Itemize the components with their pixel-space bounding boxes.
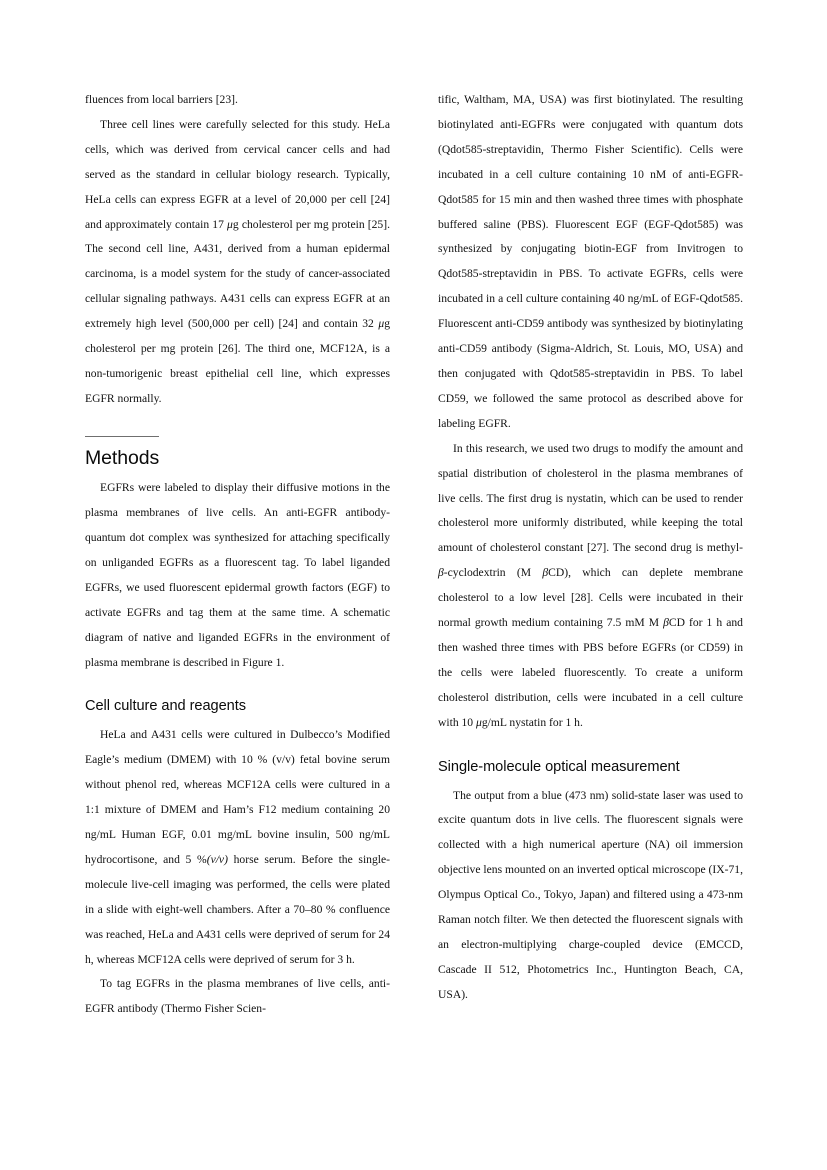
cell-culture-text-part-2: horse serum. Before the single-molecule live-cell imaging was performed, the cells were plated in a slide with eight-well chambers. After a 70–80 % confluence was reached, HeLa and A431 cells were deprived of serum for 24 h, whereas MCF12A cells were deprived of serum for 3 h.: [85, 852, 390, 966]
subsection-title-single-molecule: Single-molecule optical measurement: [438, 758, 680, 775]
left-column: [85, 88, 390, 1108]
beta-symbol-2: β: [542, 566, 549, 580]
paragraph-methods-intro: EGFRs were labeled to display their diffusive motions in the plasma membranes of live cells. An anti-EGFR antibody-quantum dot complex was synthesized for attaching specifically on unliganded EGFRs as a fluorescent tag. To label liganded EGFRs, we used fluorescent epidermal growth factors (EGF) to activate EGFRs and tag them at the same time. A schematic diagram of native and liganded EGFRs in the environment of plasma membrane is described in Figure 1.: [85, 481, 390, 669]
cell-culture-text-part-1: HeLa and A431 cells were cultured in Dulbecco’s Modified Eagle’s medium (DMEM) with 10 % (v/v) fetal bovine serum without phenol red, whereas MCF12A cells were cultured in a 1:1 mixture of DMEM and Ham’s F12 medium containing 20 ng/mL Human EGF, 0.01 mg/mL bovine insulin, 500 ng/mL hydrocortisone, and 5 %: [85, 728, 390, 866]
beta-symbol-1: β: [438, 566, 444, 580]
methods-section-header: [85, 436, 390, 470]
mu-symbol-1: μ: [227, 217, 233, 231]
two-column-layout: [85, 88, 743, 1108]
vv-italic: (v/v): [206, 852, 228, 866]
cell-lines-text-part-1: Three cell lines were carefully selected for this study. HeLa cells, which was derived from cervical cancer cells and had served as the standard in cellular biology research. Typically, HeLa cells can express EGFR at a level of 20,000 per cell [24] and approximately contain 17: [85, 117, 390, 231]
cell-lines-text-part-3: g cholesterol per mg protein [26]. The third one, MCF12A, is a non-tumorigenic breast epithelial cell line, which expresses EGFR normally.: [85, 317, 390, 405]
drugs-text-part-4: CD for 1 h and then washed three times with PBS before EGFRs (or CD59) in the cells were labeled fluorescently. To create a uniform cholesterol distribution, cells were incubated in a cell culture with 10: [438, 616, 743, 729]
beta-symbol-3: β: [663, 616, 669, 630]
paragraph-drugs: [438, 437, 743, 736]
drugs-text-part-1: In this research, we used two drugs to modify the amount and spatial distribution of cholesterol in the plasma membranes of live cells. The first drug is nystatin, which can be used to render cholesterol more uniformly distributed, while keeping the total amount of cholesterol constant [27]. The second drug is methyl-: [438, 441, 743, 555]
paragraph-cell-lines: [85, 113, 390, 412]
paragraph-optical-measurement: The output from a blue (473 nm) solid-state laser was used to excite quantum dots in live cells. The fluorescent signals were collected with a high numerical aperture (NA) oil immersion objective lens mounted on an inverted optical microscope (IX-71, Olympus Optical Co., Tokyo, Japan) and filtered using a 473-nm Raman notch filter. We then detected the fluorescent signals with an electron-multiplying charge-coupled device (EMCCD, Cascade II 512, Photometrics Inc., Huntington Beach, CA, USA).: [438, 788, 743, 1001]
section-divider-rule: [85, 436, 159, 437]
drugs-text-part-5: g/mL nystatin for 1 h.: [481, 715, 583, 729]
mu-symbol-2: μ: [378, 317, 385, 331]
paragraph-continued-barriers: fluences from local barriers [23].: [85, 93, 238, 106]
subsection-title-cell-culture: Cell culture and reagents: [85, 698, 246, 715]
right-column: [438, 88, 743, 1108]
section-title-methods: Methods: [85, 447, 160, 470]
paragraph-cell-culture: [85, 723, 390, 972]
paragraph-tag-egfrs: To tag EGFRs in the plasma membranes of live cells, anti-EGFR antibody (Thermo Fisher Scien-: [85, 977, 390, 1016]
drugs-text-part-2: -cyclodextrin (M: [443, 566, 543, 580]
drugs-text-part-3: CD), which can deplete membrane cholesterol to a low level [28]. Cells were incubated in their normal growth medium containing 7.5 mM M: [438, 566, 743, 630]
cell-lines-text-part-2: g cholesterol per mg protein [25]. The second cell line, A431, derived from a human epidermal carcinoma, is a model system for the study of cancer-associated cellular signaling pathways. A431 cells can express EGFR at an extremely high level (500,000 per cell) [24] and contain 32: [85, 217, 390, 331]
paragraph-biotinylation: tific, Waltham, MA, USA) was first biotinylated. The resulting biotinylated anti-EGFRs were conjugated with quantum dots (Qdot585-streptavidin, Thermo Fisher Scientific). Cells were incubated in a cell culture containing 10 nM of anti-EGFR-Qdot585 for 15 min and then washed three times with phosphate buffered saline (PBS). Fluorescent EGF (EGF-Qdot585) was synthesized by conjugating biotin-EGF from Invitrogen to Qdot585-streptavidin in PBS. To activate EGFRs, cells were incubated in a cell culture containing 40 ng/mL of EGF-Qdot585. Fluorescent anti-CD59 antibody was synthesized by biotinylating anti-CD59 antibody (Sigma-Aldrich, St. Louis, MO, USA) and then conjugated with Qdot585-streptavidin in PBS. To label CD59, we followed the same protocol as described above for labeling EGFR.: [438, 93, 743, 430]
mu-symbol-3: μ: [476, 715, 482, 729]
